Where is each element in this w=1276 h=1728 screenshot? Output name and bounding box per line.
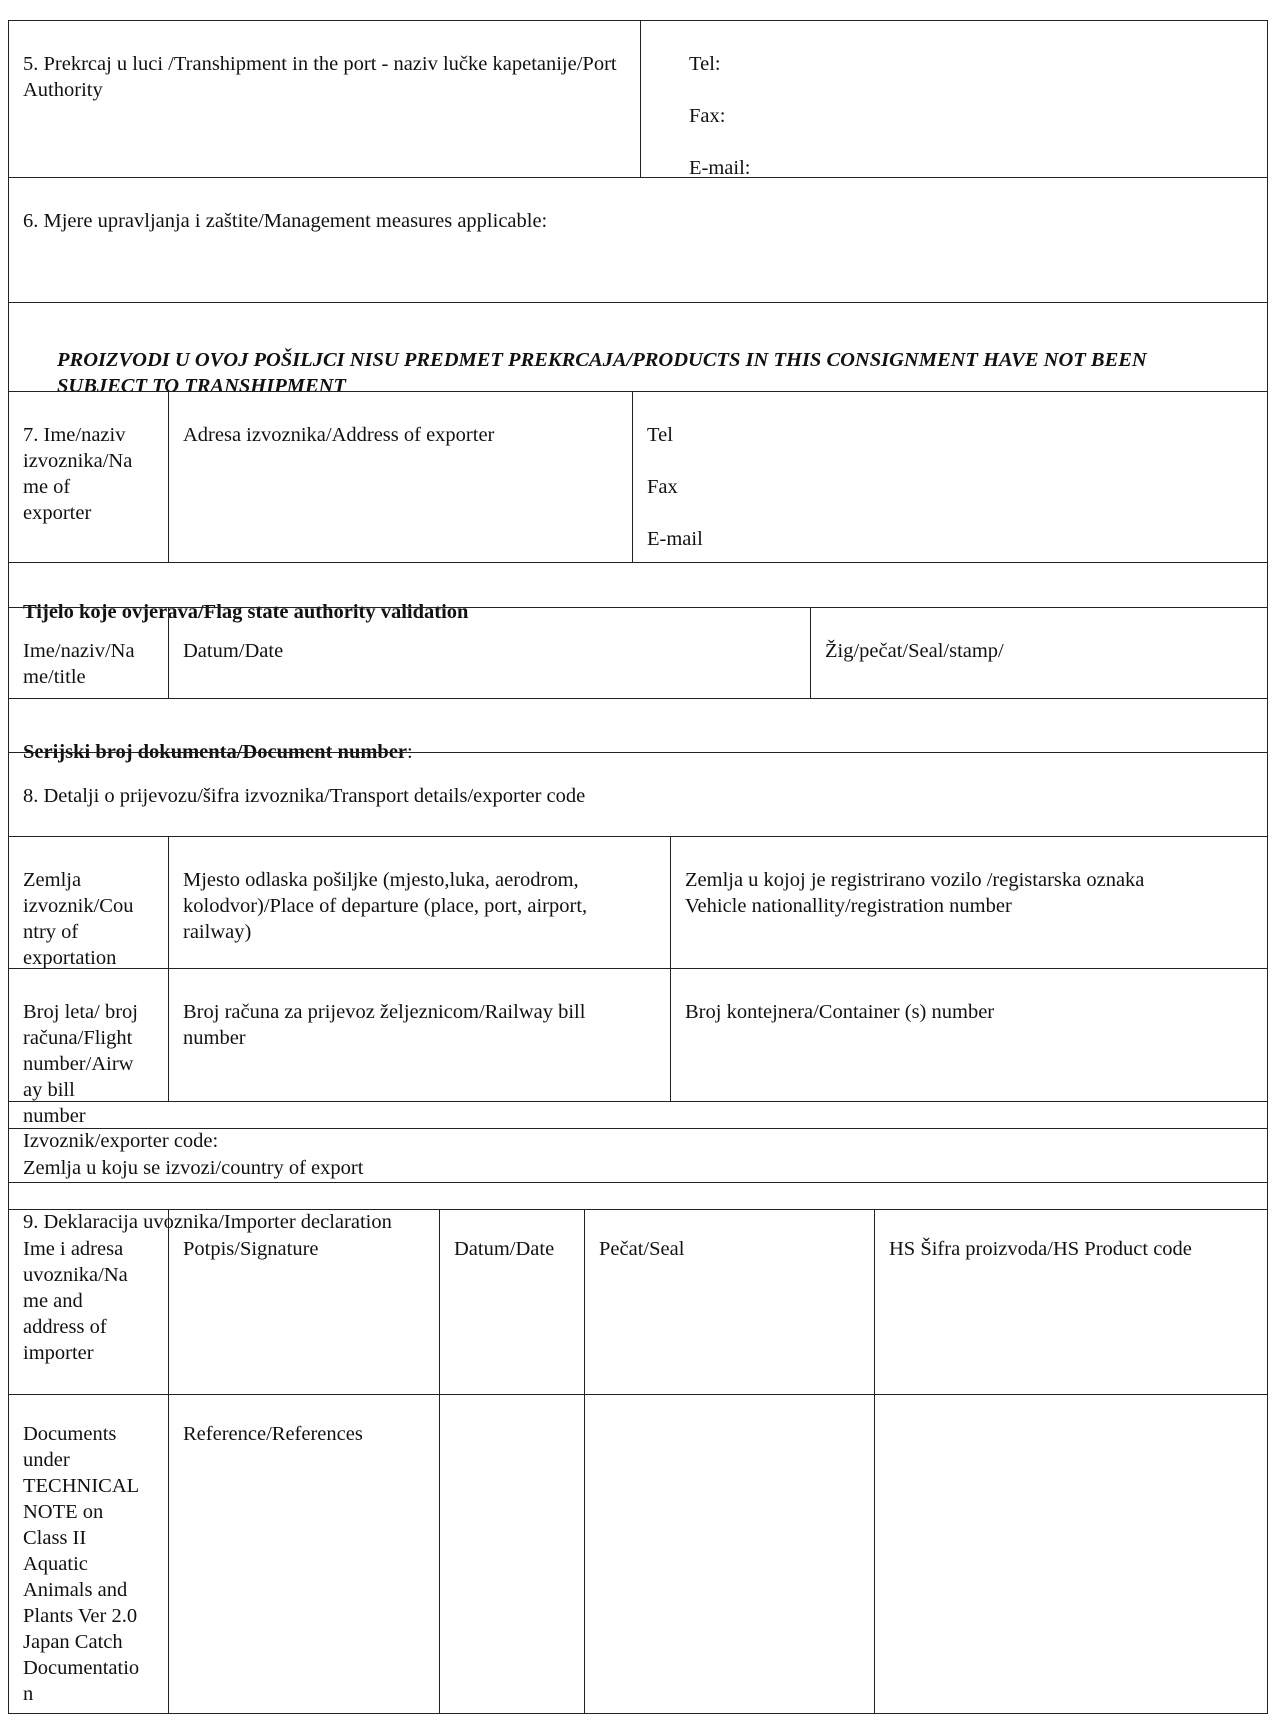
- no-transhipment-text: PROIZVODI U OVOJ POŠILJCI NISU PREDMET PREKRCAJA/PRODUCTS IN THIS CONSIGNMENT HAVE NOT BEEN SUBJECT TO TRANSHIPMENT: [57, 349, 1147, 397]
- reference-date-cell[interactable]: [439, 1394, 585, 1714]
- exporter-email-label: E-mail: [647, 528, 703, 550]
- tel-label: Tel:: [689, 53, 721, 75]
- transport-details-label: 8. Detalji o prijevozu/šifra izvoznika/Transport details/exporter code: [23, 785, 586, 807]
- country-of-exportation-cell[interactable]: [8, 836, 169, 969]
- flag-state-validation-title: Tijelo koje ovjerava/Flag state authority validation: [23, 601, 469, 623]
- importer-signature-label: Potpis/Signature: [183, 1238, 319, 1260]
- transhipment-port-authority-cell[interactable]: [8, 20, 641, 178]
- reference-seal-cell[interactable]: [584, 1394, 875, 1714]
- technical-note-documents-cell: [8, 1394, 169, 1714]
- validation-date-label: Datum/Date: [183, 640, 284, 662]
- exporter-address-label: Adresa izvoznika/Address of exporter: [183, 424, 495, 446]
- importer-date-cell[interactable]: [439, 1209, 585, 1395]
- container-number-cell[interactable]: [670, 968, 1268, 1102]
- exporter-name-label: 7. Ime/naziv izvoznika/Na me of exporter: [23, 424, 133, 524]
- references-cell[interactable]: [168, 1394, 440, 1714]
- vehicle-registration-label: Zemlja u kojoj je registrirano vozilo /registarska oznaka Vehicle nationallity/registration number: [685, 869, 1145, 917]
- transport-details-cell[interactable]: [8, 752, 1268, 837]
- validator-name-label: Ime/naziv/Na me/title: [23, 640, 135, 688]
- validation-date-cell[interactable]: [168, 607, 811, 699]
- flag-state-validation-header: [8, 562, 1268, 623]
- country-of-export-cell[interactable]: [8, 1128, 1268, 1183]
- vehicle-registration-cell[interactable]: [670, 836, 1268, 969]
- references-label: Reference/References: [183, 1423, 363, 1445]
- catch-document-form: [8, 20, 1268, 1720]
- place-of-departure-label: Mjesto odlaska pošiljke (mjesto,luka, aerodrom, kolodvor)/Place of departure (place, port, airport, railway): [183, 869, 588, 943]
- country-of-export-label: Zemlja u koju se izvozi/country of export: [23, 1157, 364, 1179]
- no-transhipment-statement: [8, 302, 1268, 397]
- validation-seal-label: Žig/pečat/Seal/stamp/: [825, 640, 1004, 662]
- exporter-contact-cell[interactable]: [632, 391, 1268, 563]
- railway-bill-cell[interactable]: [168, 968, 671, 1102]
- container-number-label: Broj kontejnera/Container (s) number: [685, 1001, 995, 1023]
- document-number-colon: :: [407, 741, 413, 763]
- exporter-address-cell[interactable]: [168, 391, 633, 563]
- importer-declaration-header: [8, 1182, 1268, 1233]
- flight-number-cell[interactable]: [8, 968, 169, 1127]
- document-number-cell[interactable]: [8, 698, 1268, 763]
- place-of-departure-cell[interactable]: [168, 836, 671, 969]
- reference-hs-code-cell[interactable]: [874, 1394, 1268, 1714]
- importer-declaration-label: 9. Deklaracija uvoznika/Importer declaration: [23, 1211, 392, 1233]
- hs-product-code-cell[interactable]: [874, 1209, 1268, 1395]
- flight-number-label: Broj leta/ broj računa/Flight number/Airw ay bill number: [23, 1001, 139, 1127]
- exporter-name-cell[interactable]: [8, 391, 169, 563]
- port-authority-contact-cell[interactable]: [640, 20, 1268, 178]
- email-label: E-mail:: [689, 157, 751, 179]
- importer-name-address-cell[interactable]: [8, 1209, 169, 1395]
- technical-note-documents-label: Documents under TECHNICAL NOTE on Class II Aquatic Animals and Plants Ver 2.0 Japan Catch Documentatio n: [23, 1423, 140, 1705]
- validation-seal-cell[interactable]: [810, 607, 1268, 699]
- importer-seal-label: Pečat/Seal: [599, 1238, 685, 1260]
- importer-name-address-label: Ime i adresa uvoznika/Na me and address of importer: [23, 1238, 128, 1364]
- validator-name-cell[interactable]: [8, 607, 169, 699]
- importer-seal-cell[interactable]: [584, 1209, 875, 1395]
- exporter-fax-label: Fax: [647, 476, 678, 498]
- document-number-label: Serijski broj dokumenta/Document number: [23, 741, 408, 763]
- exporter-code-label: Izvoznik/exporter code:: [23, 1130, 219, 1152]
- fax-label: Fax:: [689, 105, 726, 127]
- exporter-code-cell[interactable]: [8, 1101, 1268, 1152]
- hs-product-code-label: HS Šifra proizvoda/HS Product code: [889, 1238, 1192, 1260]
- transhipment-port-authority-label: 5. Prekrcaj u luci /Transhipment in the port - naziv lučke kapetanije/Port Authority: [23, 53, 617, 101]
- railway-bill-label: Broj računa za prijevoz željeznicom/Railway bill number: [183, 1001, 586, 1049]
- management-measures-cell[interactable]: [8, 177, 1268, 303]
- importer-date-label: Datum/Date: [454, 1238, 555, 1260]
- exporter-tel-label: Tel: [647, 424, 673, 446]
- management-measures-label: 6. Mjere upravljanja i zaštite/Management measures applicable:: [23, 210, 548, 232]
- importer-signature-cell[interactable]: [168, 1209, 440, 1395]
- country-of-exportation-label: Zemlja izvoznik/Cou ntry of exportation: [23, 869, 134, 969]
